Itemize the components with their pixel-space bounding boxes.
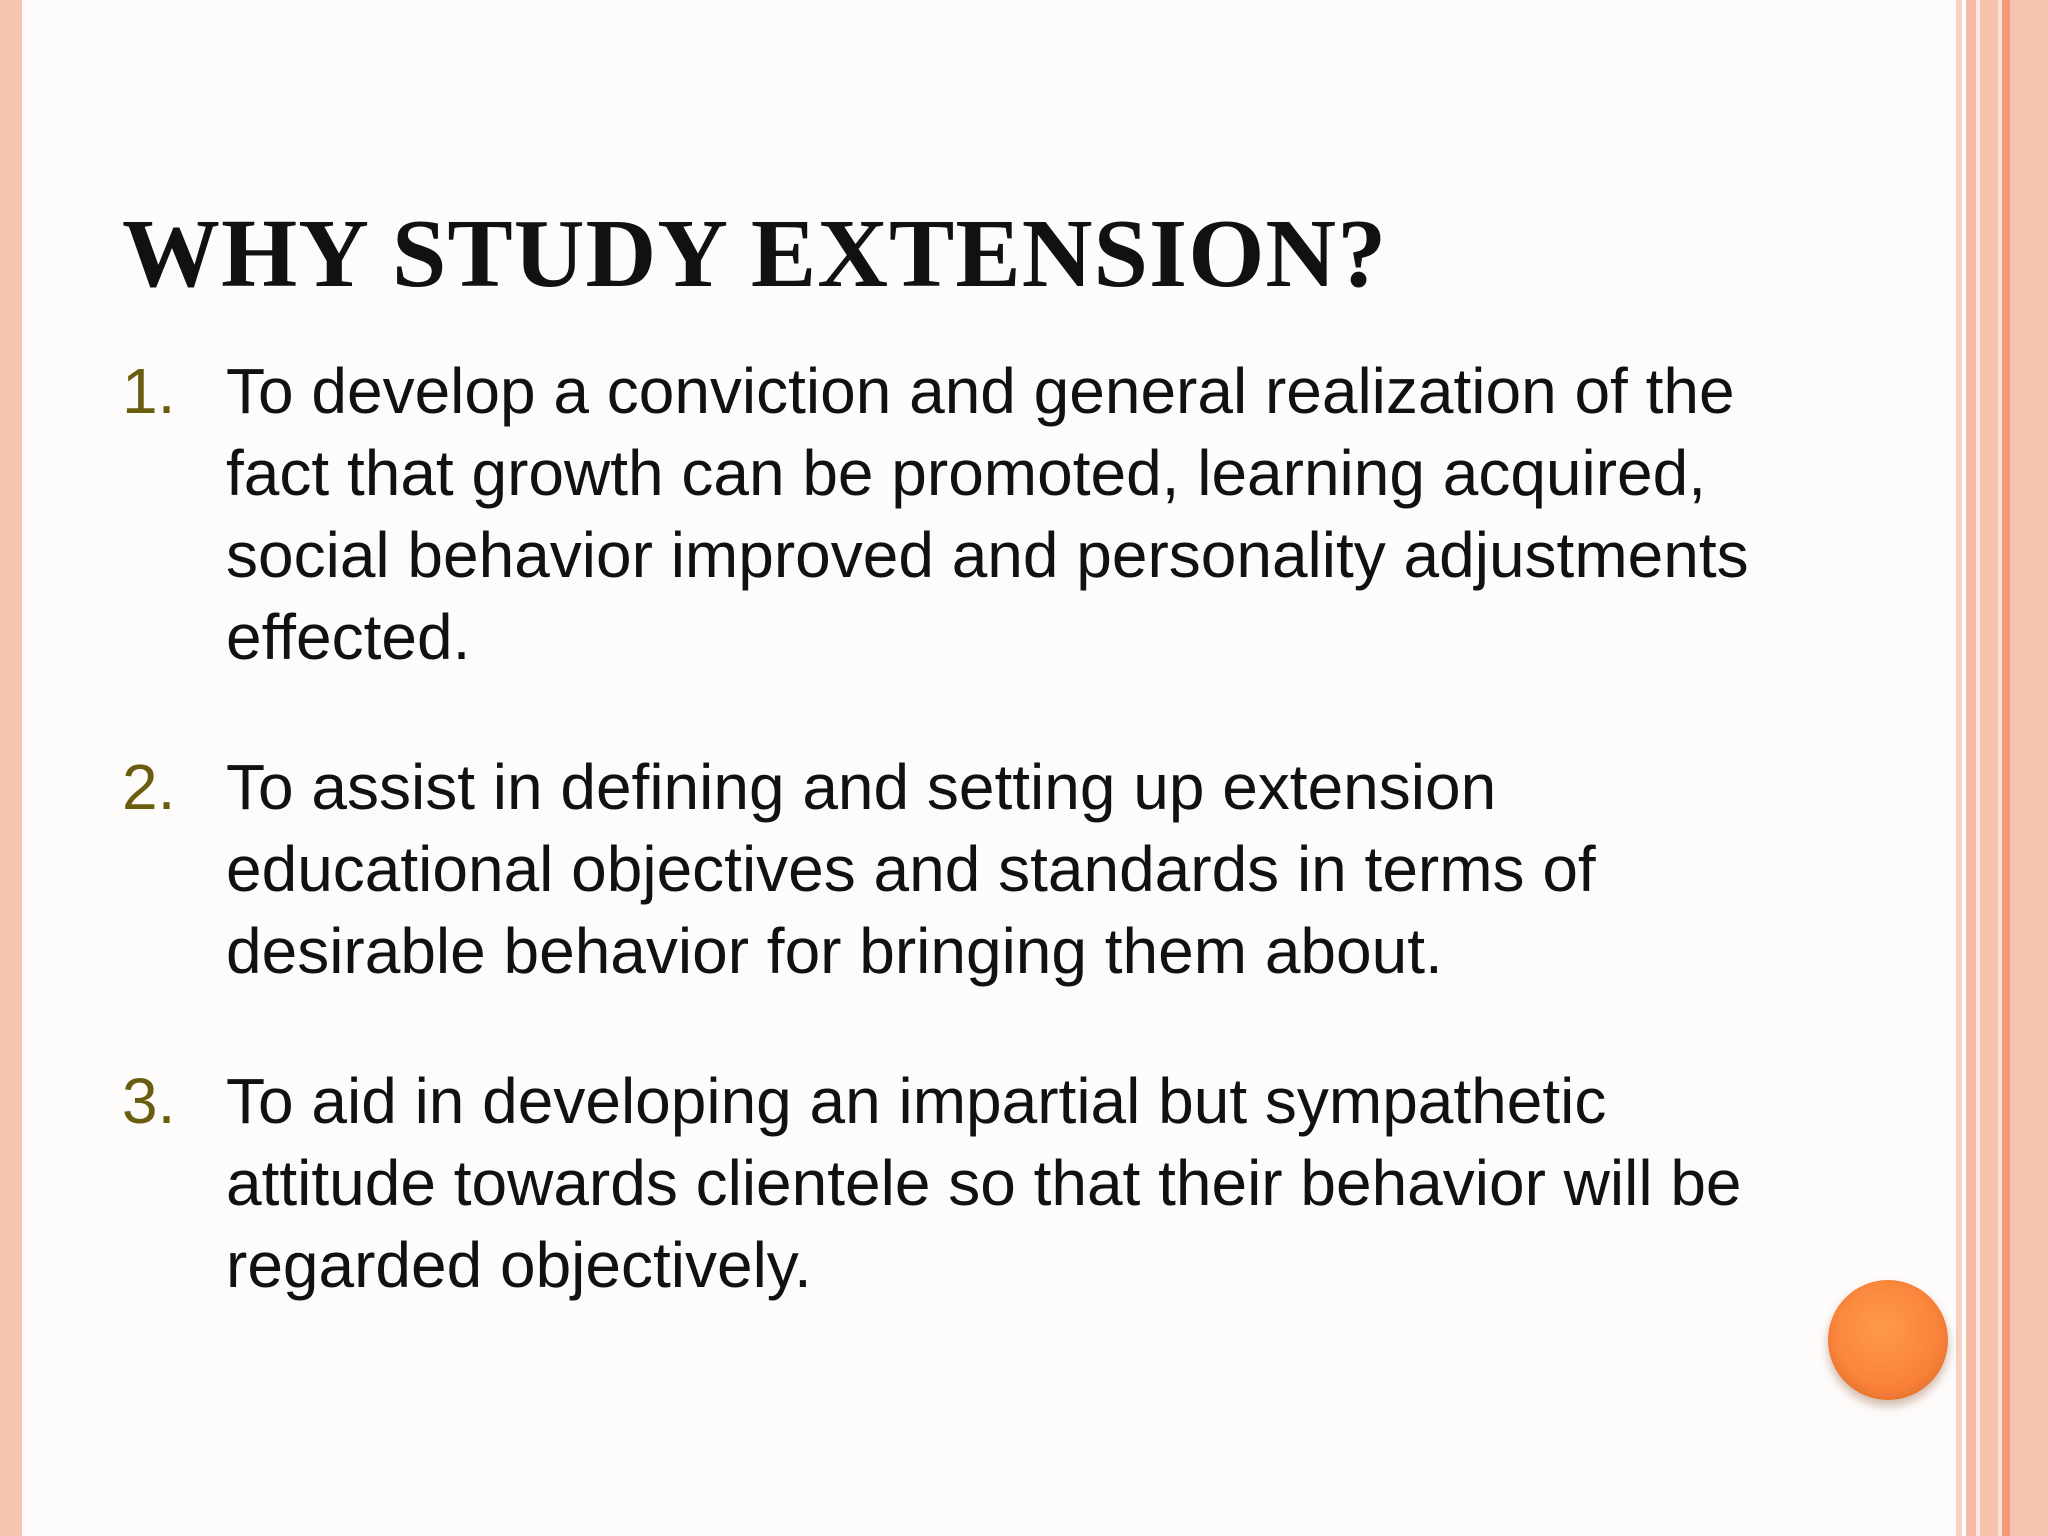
numbered-list (122, 350, 1802, 1374)
list-number: 3. (122, 1065, 176, 1137)
list-item-text: To aid in developing an impartial but sympathetic attitude towards clientele so that their behavior will be regarded objectively. (226, 1065, 1742, 1301)
list-number: 2. (122, 751, 176, 823)
slide-title: WHY STUDY EXTENSION? (122, 200, 1388, 308)
left-border-stripe (0, 0, 22, 1536)
list-item-3 (122, 1060, 1802, 1306)
list-number: 1. (122, 355, 176, 427)
right-border-stripe (2002, 0, 2010, 1536)
list-item-text: To develop a conviction and general realization of the fact that growth can be promoted, learning acquired, social behavior improved and personality adjustments effected. (226, 355, 1749, 673)
right-border-stripe (1980, 0, 1998, 1536)
list-item-1 (122, 350, 1802, 678)
orange-circle-decoration (1828, 1280, 1948, 1400)
right-border-stripe (1966, 0, 1976, 1536)
right-border-stripe (2010, 0, 2048, 1536)
list-item-text: To assist in defining and setting up extension educational objectives and standards in terms of desirable behavior for bringing them about. (226, 751, 1596, 987)
list-item-2 (122, 746, 1802, 992)
